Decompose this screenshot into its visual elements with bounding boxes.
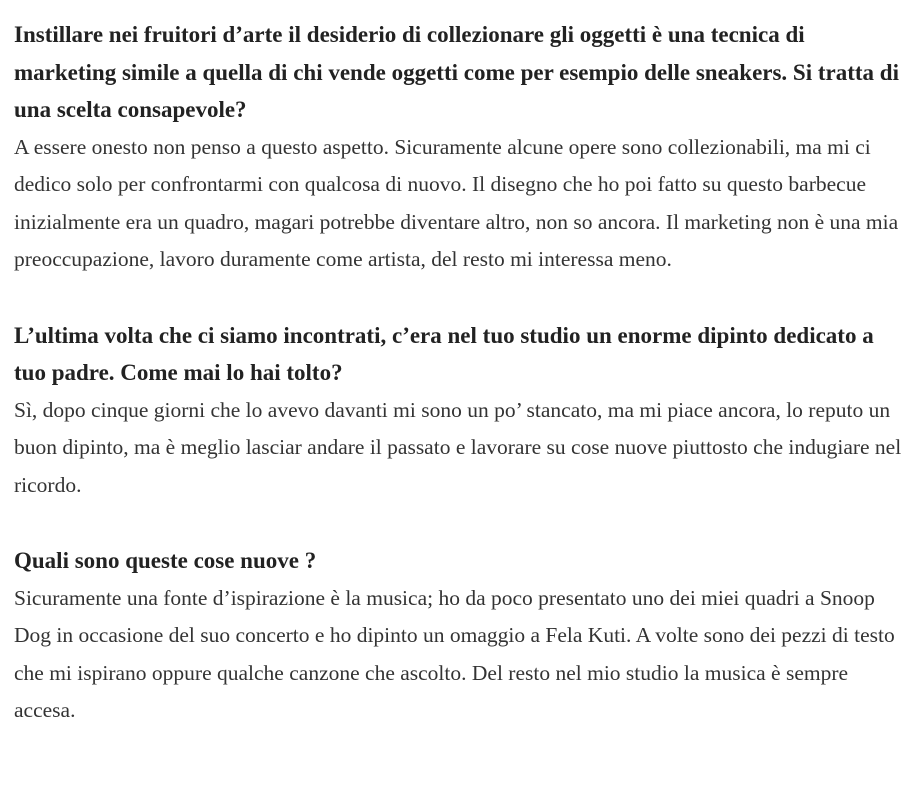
qa-section-3 bbox=[14, 542, 910, 730]
interview-article bbox=[14, 16, 910, 768]
interview-question: L’ultima volta che ci siamo incontrati, c’era nel tuo studio un enorme dipinto dedicato a tuo padre. Come mai lo hai tolto? bbox=[14, 322, 874, 385]
interview-answer: Sì, dopo cinque giorni che lo avevo davanti mi sono un po’ stancato, ma mi piace ancora, lo reputo un buon dipinto, ma è meglio lasciar andare il passato e lavorare su cose nuove piuttosto che indugiare nel ricordo. bbox=[14, 397, 902, 497]
qa-section-2 bbox=[14, 317, 910, 505]
qa-section-1 bbox=[14, 16, 910, 279]
interview-question: Instillare nei fruitori d’arte il desiderio di collezionare gli oggetti è una tecnica di marketing simile a quella di chi vende oggetti come per esempio delle sneakers. Si tratta di una scelta consapevole? bbox=[14, 22, 899, 122]
interview-answer: Sicuramente una fonte d’ispirazione è la musica; ho da poco presentato uno dei miei quadri a Snoop Dog in occasione del suo concerto e ho dipinto un omaggio a Fela Kuti. A volte sono dei pezzi di testo che mi ispirano oppure qualche canzone che ascolto. Del resto nel mio studio la musica è sempre accesa. bbox=[14, 585, 895, 722]
interview-question: Quali sono queste cose nuove ? bbox=[14, 548, 317, 573]
interview-answer: A essere onesto non penso a questo aspetto. Sicuramente alcune opere sono collezionabili, ma mi ci dedico solo per confrontarmi con qualcosa di nuovo. Il disegno che ho poi fatto su questo barbecue inizialmente era un quadro, magari potrebbe diventare altro, non so ancora. Il marketing non è una mia preoccupazione, lavoro duramente come artista, del resto mi interessa meno. bbox=[14, 134, 899, 271]
